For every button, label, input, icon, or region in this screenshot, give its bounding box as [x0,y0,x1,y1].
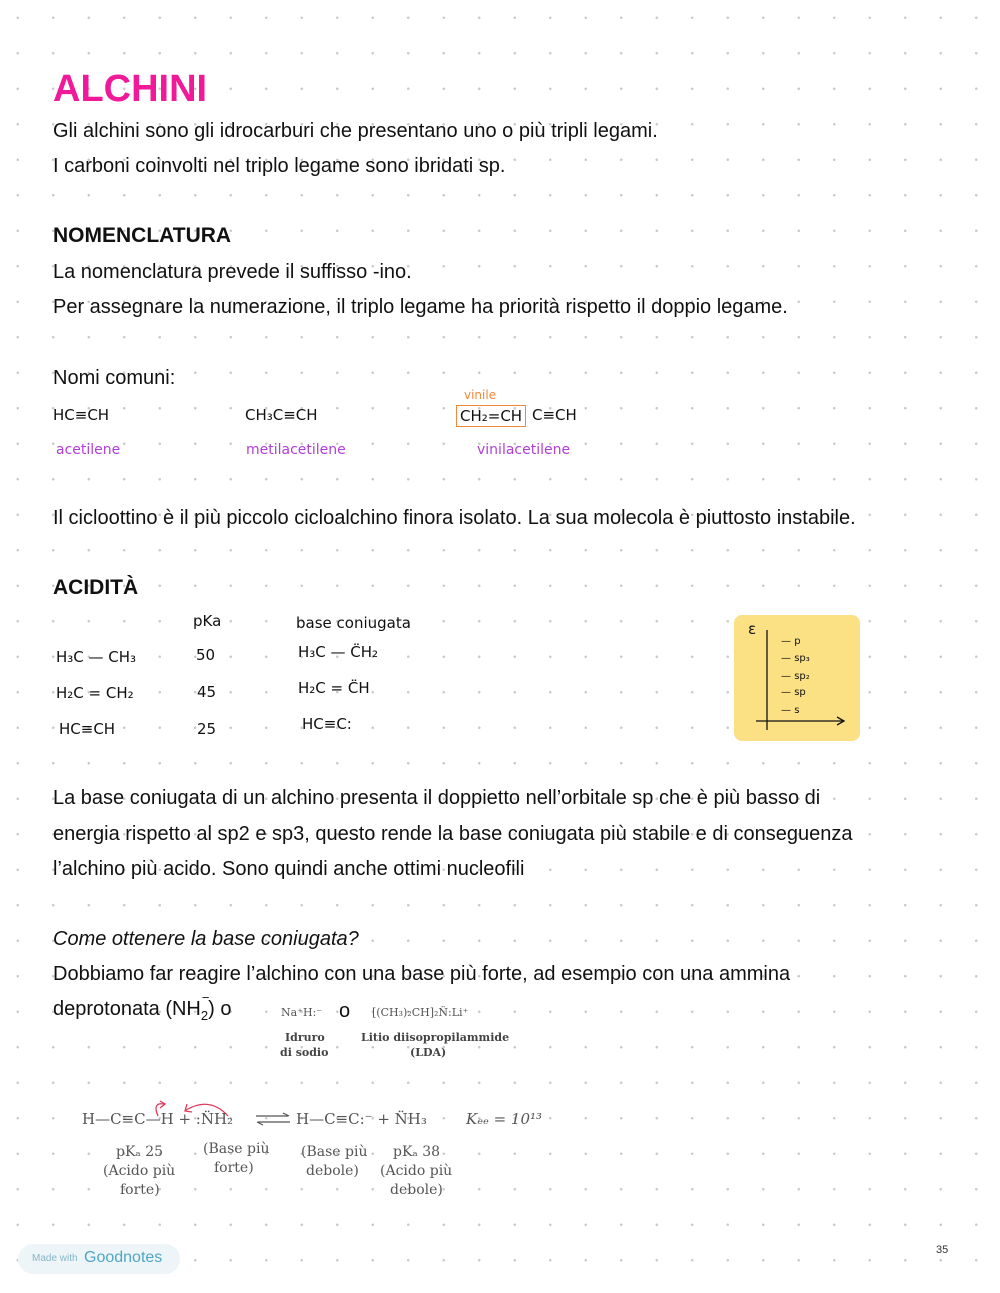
formula-acetilene: HC≡CH [53,406,110,424]
energy-diagram-note [734,615,860,741]
come-ottenere-line-1: Dobbiamo far reagire l’alchino con una base più forte, ad esempio con una ammina [53,963,791,985]
label-acid-weak-3: debole) [390,1182,443,1198]
col-pka: pKa [193,612,222,630]
base-row-1: H₃C — C̈H₂ [298,643,379,661]
name-metilacetilene: metilacetilene [246,442,346,458]
base-row-3: HC≡C: [302,715,352,733]
intro-line-1: Gli alchini sono gli idrocarburi che presentano uno o più tripli legami. [53,120,658,142]
reaction-right: H—C≡C:⁻ + N̈H₃ [296,1110,427,1128]
come-ottenere-question: Come ottenere la base coniugata? [53,928,359,950]
acid-row-2: H₂C = CH₂ [56,684,134,702]
pka-row-2: 45 [197,683,217,701]
level-sp2: — sp₂ [781,671,810,682]
label-acid-strong-3: forte) [120,1182,160,1198]
acid-row-3: HC≡CH [59,720,116,738]
page-number: 35 [936,1244,949,1256]
nomenclatura-line-1: La nomenclatura prevede il suffisso -ino. [53,261,412,283]
reagent-lda-name-1: Litio diisopropilammide [361,1031,510,1044]
page-title: ALCHINI [53,68,208,110]
vinile-label: vinile [464,388,497,402]
reagent-nah-name-1: Idruro [285,1031,325,1044]
level-p: — p [781,636,801,647]
goodnotes-watermark [18,1244,180,1274]
come-ottenere-line-2: deprotonata ($NH_2$ − ) o [53,990,232,1023]
cicloottino-text: Il cicloottino è il più piccolo cicloalchino finora isolato. La sua molecola è piuttosto instabile. [53,507,856,529]
level-sp3: — sp₃ [781,653,810,664]
or-word: o [339,1000,351,1022]
formula-vinilacetilene-rest: C≡CH [532,406,577,424]
level-sp: — sp [781,687,806,698]
watermark-brand: Goodnotes [84,1249,163,1266]
formula-metilacetilene: CH₃C≡CH [245,406,318,424]
base-paragraph-line-2: energia rispetto al sp2 e sp3, questo rende la base coniugata più stabile e di conseguenza [53,823,853,845]
col-base: base coniugata [296,614,411,632]
label-base-weak-2: debole) [306,1163,359,1179]
acidita-heading: ACIDITÀ [53,576,139,599]
base-row-2: H₂C = C̈H [298,679,370,697]
reagent-nah-name-2: di sodio [280,1046,329,1059]
label-base-weak-1: (Base più [301,1144,368,1160]
pka-row-1: 50 [196,646,216,664]
label-acid-weak-1: pKₐ 38 [393,1144,441,1160]
base-paragraph-line-1: La base coniugata di un alchino presenta il doppietto nell’orbitale sp che è più basso di [53,787,821,809]
pka-row-3: 25 [197,720,217,738]
name-vinilacetilene: vinilacetilene [477,442,571,458]
keq-value: Kₑₑ = 10¹³ [466,1110,543,1128]
label-base-strong-2: forte) [214,1160,254,1176]
base-paragraph-line-3: l’alchino più acido. Sono quindi anche ottimi nucleofili [53,858,525,880]
reagent-lda-formula: [(CH₃)₂CH]₂N̈:Li⁺ [372,1006,469,1019]
watermark-made-with: Made with [32,1253,78,1264]
label-base-strong-1: (Base più [203,1141,270,1157]
label-acid-strong-2: (Acido più [103,1163,176,1179]
nomenclatura-heading: NOMENCLATURA [53,224,232,247]
label-acid-strong-1: pKₐ 25 [116,1144,164,1160]
label-acid-weak-2: (Acido più [380,1163,453,1179]
nomi-comuni-label: Nomi comuni: [53,367,176,389]
reaction-left: H—C≡C—H + :N̈H₂ [82,1110,234,1128]
intro-line-2: I carboni coinvolti nel triplo legame sono ibridati sp. [53,155,506,177]
name-acetilene: acetilene [56,442,121,458]
reagent-nah-formula: Na⁺H:⁻ [281,1006,323,1019]
reagent-lda-name-2: (LDA) [410,1046,447,1059]
nomenclatura-line-2: Per assegnare la numerazione, il triplo legame ha priorità rispetto il doppio legame. [53,296,788,318]
vinile-box: CH₂=CH [456,405,526,427]
equilibrium-arrow [254,1112,292,1126]
energy-axis-label: ε [748,620,757,638]
acid-row-1: H₃C — CH₃ [56,648,137,666]
level-s: — s [781,705,800,716]
